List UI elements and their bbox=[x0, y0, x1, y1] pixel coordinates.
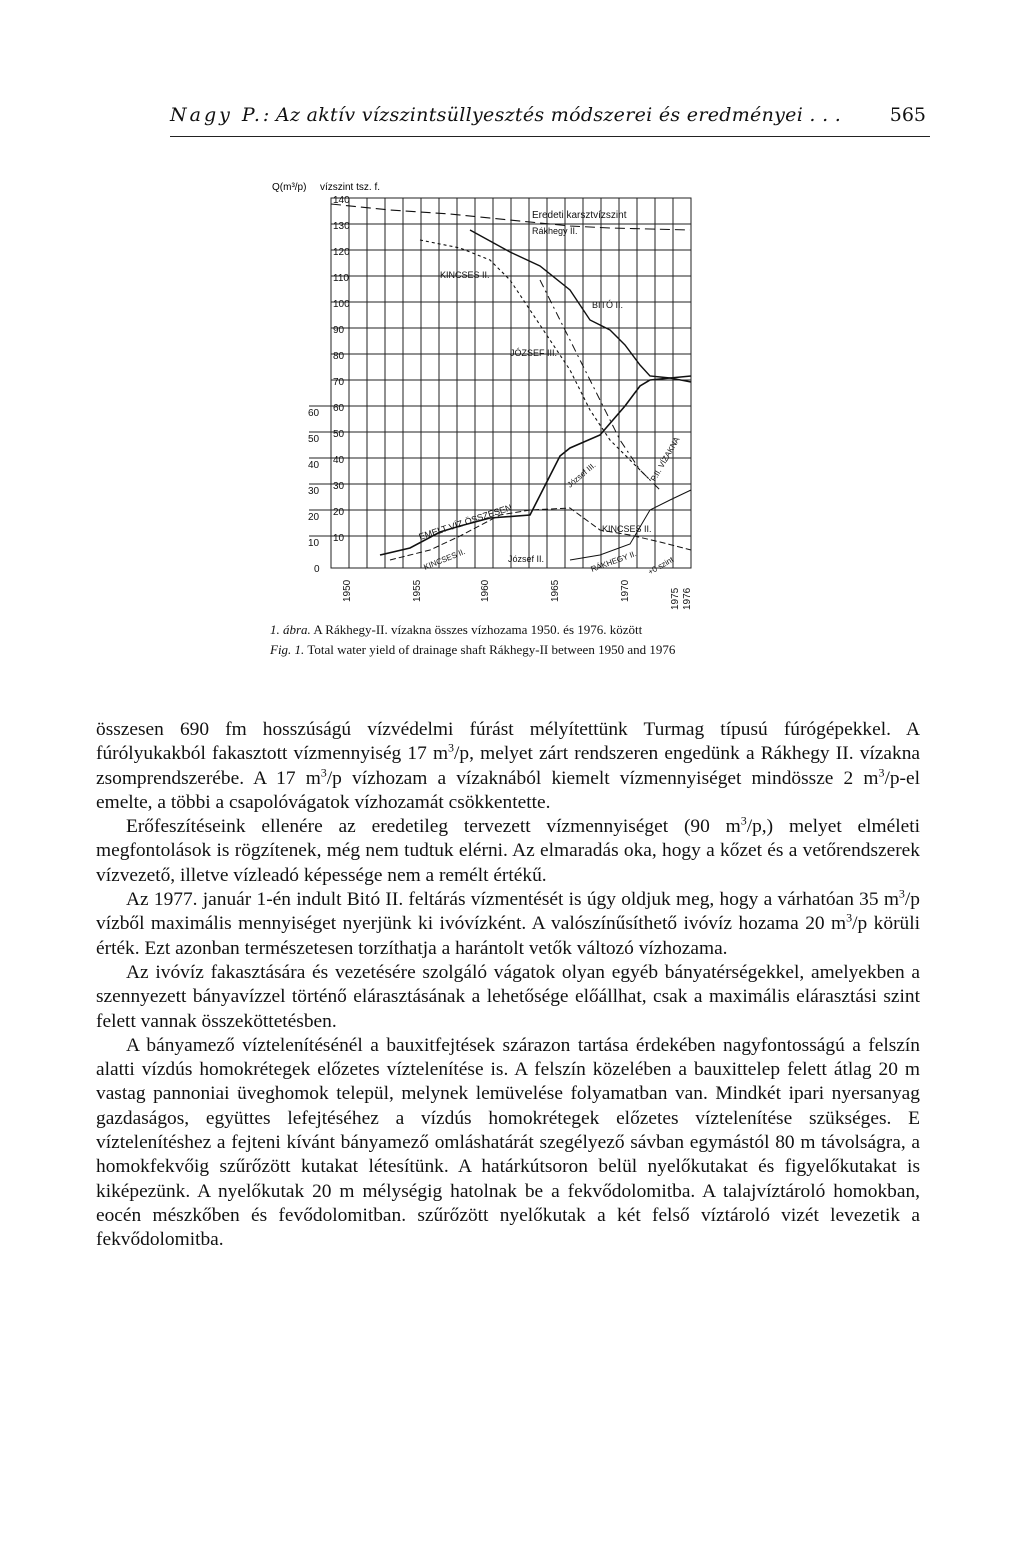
running-title: Nagy P.: Az aktív vízszintsüllyesztés módszerei és eredményei . . . bbox=[170, 104, 842, 126]
label-szint: +0 szint bbox=[646, 555, 676, 577]
tick-20r: 20 bbox=[333, 507, 345, 518]
sup-6: 3 bbox=[846, 910, 853, 925]
p1-d: /p-el emelte, a többi a csapolóvágatok vízhozamát csökkentette. bbox=[96, 767, 920, 813]
tick-40r: 40 bbox=[333, 455, 345, 466]
label-kincses-right: KINCSES II. bbox=[602, 524, 652, 534]
y2-axis-label: vízszint tsz. f. bbox=[320, 182, 381, 193]
paragraph-3 bbox=[96, 888, 920, 961]
p1-b: /p, melyet zárt rendszeren engedünk a Rákhegy II. vízakna zsomprendszerébe. A 17 m bbox=[96, 743, 920, 789]
tick-110: 110 bbox=[333, 273, 349, 284]
tick-120: 120 bbox=[333, 247, 350, 258]
author: Nagy P. bbox=[170, 104, 263, 126]
caption-hu-text: A Rákhegy-II. vízakna összes vízhozama 1950. és 1976. között bbox=[313, 622, 643, 637]
p3-c: /p körüli érték. Ezt azonban természetesen torzíthatja a harántolt vetők változó vízhozama. bbox=[96, 913, 921, 959]
page-number: 565 bbox=[889, 104, 926, 126]
tick-130: 130 bbox=[333, 221, 350, 232]
label-bito: BITÓ II. bbox=[592, 300, 624, 310]
x-1970: 1970 bbox=[620, 579, 631, 602]
paragraph-5: A bányamező víztelenítésénél a bauxitfejtések szárazon tartása érdekében nagyfontosságú a felszín alatti vízdús homokrétegek előzetes víztelenítése is. A felszín közelében a bauxittelep felett átlag 20 m vastag pannoniai üveghomok települ, melynek lemüvelése folyamatban van. Mindkét ipari nyersanyag gazdaságos, együttes lefejtéséhez a vízdús homokrétegek előzetes víztelenítése szükséges. E víztelenítéshez a fejteni kívánt bányamező omláshatárát szegélyező sávban egymástól 80 m távolságra, a homokfekvőig szűrőzött kutakat létesítünk. A határkútsoron belül nyelőkutakat és figyelőkutakat is kiképezünk. A nyelőkutak 20 m mélységig hatolnak be a fekvődolomitba. A talajvíztároló homokban, eocén mészkőben és fevődolomitban. szűrőzött nyelőkutak a két felső víztároló vizét levezetik a fekvődolomitba. bbox=[96, 1034, 920, 1251]
p1-a: összesen 690 fm hosszúságú vízvédelmi fúrást mélyítettünk Turmag típusú fúrógépekkel. A fúrólyukakból fakasztott vízmennyiség 17 m bbox=[96, 719, 920, 765]
water-yield-chart bbox=[270, 170, 710, 630]
sup-5: 3 bbox=[898, 886, 905, 901]
tick-10r: 10 bbox=[333, 533, 345, 544]
right-tick-labels bbox=[333, 195, 350, 544]
tick-60r: 60 bbox=[333, 403, 345, 414]
x-1960: 1960 bbox=[480, 579, 491, 602]
tick-70: 70 bbox=[333, 377, 345, 388]
label-emelt: EMELT VÍZ ÖSSZESEN bbox=[417, 502, 514, 542]
left-tick-labels bbox=[308, 408, 320, 575]
tick-40l: 40 bbox=[308, 460, 320, 471]
paragraph-1 bbox=[96, 718, 920, 815]
paragraph-2 bbox=[96, 815, 920, 888]
x-1975: 1975 bbox=[670, 587, 681, 610]
caption-en-number: Fig. 1. bbox=[270, 642, 305, 657]
tick-20l: 20 bbox=[308, 512, 320, 523]
tick-50r: 50 bbox=[333, 429, 345, 440]
sup-2: 3 bbox=[320, 765, 327, 780]
tick-90: 90 bbox=[333, 325, 345, 336]
label-kincses-low: KINCSES II. bbox=[422, 547, 467, 572]
figure-1 bbox=[270, 170, 710, 630]
tick-30l: 30 bbox=[308, 486, 320, 497]
p3-a: Az 1977. január 1-én indult Bitó II. feltárás vízmentését is úgy oldjuk meg, hogy a várhatóan 35 m bbox=[126, 889, 899, 911]
label-kincses-top: KINCSES II. bbox=[440, 270, 490, 280]
caption-hungarian bbox=[270, 622, 830, 638]
caption-english bbox=[270, 642, 830, 658]
label-jozsef-mid: József III. bbox=[565, 460, 598, 490]
x-1965: 1965 bbox=[550, 579, 561, 602]
p1-c: /p vízhozam a vízaknából kiemelt vízmennyiséget mindössze 2 m bbox=[326, 767, 879, 789]
p2-a: Erőfeszítéseink ellenére az eredetileg tervezett vízmennyiséget (90 m bbox=[126, 816, 741, 838]
caption-hu-number: 1. ábra. bbox=[270, 622, 311, 637]
label-pil-vizakna: P.II. VÍZAKNA bbox=[648, 435, 682, 483]
article-title: Az aktív vízszintsüllyesztés módszerei és eredményei . . . bbox=[275, 104, 842, 126]
paragraph-4: Az ivóvíz fakasztására és vezetésére szolgáló vágatok olyan egyéb bányatérségekkel, amelyekben a szennyezett bányavízzel történő elárasztásának a lehetősége előállhat, csak a maximális elárasztási szint felett vannak összeköttetésben. bbox=[96, 961, 920, 1032]
rakhegy-level-line bbox=[470, 230, 691, 382]
x-1950: 1950 bbox=[342, 579, 353, 602]
x-tick-labels bbox=[342, 579, 693, 610]
body-text bbox=[96, 718, 920, 1253]
label-jozsef-top: JÓZSEF III. bbox=[510, 348, 558, 358]
tick-60l: 60 bbox=[308, 408, 320, 419]
p3-b: /p vízből maximális mennyiséget nyerjünk ki ivóvízként. A valószínűsíthető ivóvíz hozama 20 m bbox=[96, 889, 920, 935]
tick-100: 100 bbox=[333, 299, 350, 310]
sup-3: 3 bbox=[878, 765, 885, 780]
x-1976: 1976 bbox=[682, 587, 693, 610]
tick-50l: 50 bbox=[308, 434, 320, 445]
label-jozsef-low: József II. bbox=[508, 554, 545, 564]
p2-b: /p,) melyet elméleti megfontolások is rögzítenek, még nem tudtuk elérni. Az elmaradás oka, hogy a kőzet és a vetőrendszerek vízvezető, illetve vízleadó képessége nem a remélt értékű. bbox=[96, 816, 920, 886]
sup-1: 3 bbox=[448, 740, 455, 755]
tick-0: 0 bbox=[314, 564, 320, 575]
y-axis-label: Q(m³/p) bbox=[272, 182, 307, 193]
tick-30r: 30 bbox=[333, 481, 345, 492]
tick-80: 80 bbox=[333, 351, 345, 362]
tick-10l: 10 bbox=[308, 538, 320, 549]
tick-140: 140 bbox=[333, 195, 350, 206]
label-rakhegy-top: Rákhegy II. bbox=[532, 226, 578, 236]
label-eredeti: Eredeti karsztvízszint bbox=[532, 210, 627, 221]
sup-4: 3 bbox=[740, 813, 747, 828]
x-1955: 1955 bbox=[412, 579, 423, 602]
label-rakhegy-right: RÁKHEGY II. bbox=[589, 549, 638, 574]
running-header bbox=[170, 100, 930, 137]
caption-en-text: Total water yield of drainage shaft Rákhegy-II between 1950 and 1976 bbox=[307, 642, 676, 657]
